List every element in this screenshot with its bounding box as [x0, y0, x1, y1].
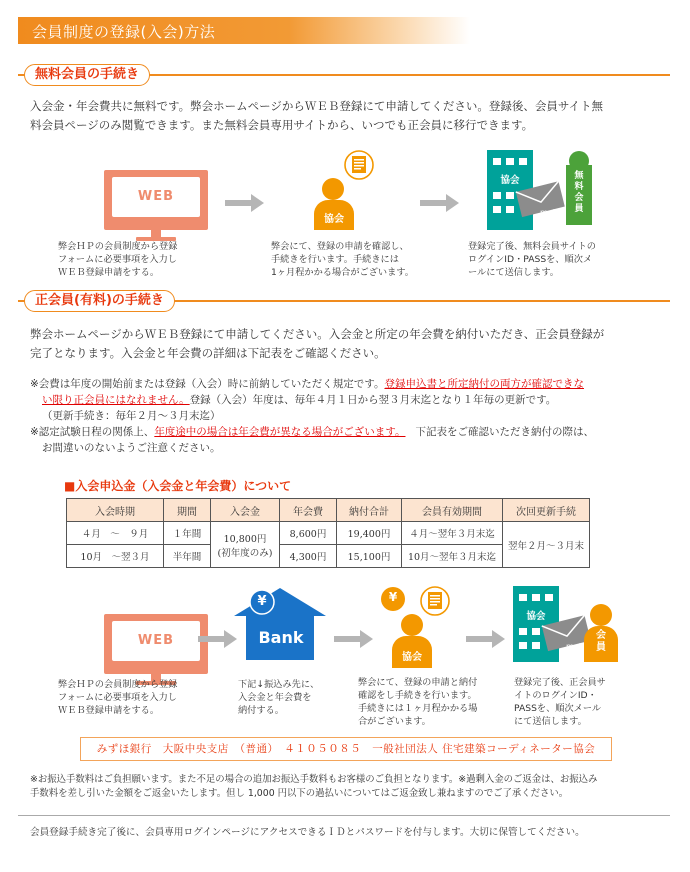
caption-line: 1ヶ月程かかる場合がございます。: [271, 267, 414, 278]
building-label-1: 協: [500, 175, 510, 186]
caption-line: 弊会にて、登録の申請を確認し、: [271, 241, 409, 252]
paid-section-title: 正会員(有料)の手続き: [24, 290, 175, 312]
caption-line: 入会金と年会費を: [238, 692, 312, 703]
caption-line: 登録完了後、正会員サ: [514, 677, 606, 688]
association-staff-icon: [312, 150, 382, 230]
arrow-right-icon: [466, 628, 506, 650]
transfer-fee-note-line-2: 手数料を差し引いた金額をご返金いたします。但し 1,000 円以下の過払いについてはご返金致し兼ねますのでご了承ください。: [30, 788, 569, 799]
association-staff-icon: [380, 586, 460, 668]
free-description: [30, 97, 670, 135]
caption-line: フォームに必要事項を入力し: [58, 254, 177, 265]
table-cell: ４月 ～ ９月: [67, 522, 164, 545]
fee-notes: [30, 376, 670, 456]
member-label-2: 員: [596, 642, 606, 653]
arrow-right-icon: [420, 192, 460, 214]
free-step-1-caption: [58, 240, 218, 279]
caption-line: 確認をし手続きを行います。: [358, 690, 477, 701]
table-header: 入会時期: [67, 499, 164, 522]
note-warning: 年度途中の場合は年会費が異なる場合がございます。: [154, 426, 406, 438]
table-cell: 19,400円: [337, 522, 402, 545]
bank-account-info: みずほ銀行 大阪中央支店 （普通） ４１０５０８５ 一般社団法人 住宅建築コーディネーター協会: [80, 737, 612, 761]
paid-section-header: [18, 290, 670, 312]
free-step-3-caption: [468, 240, 628, 279]
member-label-1: 会: [596, 630, 606, 641]
transfer-fee-note-line-1: ※お振込手数料はご負担願います。また不足の場合の追加お振込手数料もお客様のご負担となります。※過剰入金のご返金は、お振込み: [30, 774, 598, 785]
mail-label: mail: [566, 642, 584, 651]
table-cell-renewal: 翌年２月～３月末: [503, 522, 590, 568]
note-warning: い限り正会員にはなれません。: [42, 394, 190, 406]
transfer-fee-note: [30, 773, 675, 801]
fee-table-title: ■入会申込金（入会金と年会費）について: [64, 479, 292, 493]
paid-member-label: [584, 630, 618, 654]
table-cell: １年間: [164, 522, 211, 545]
caption-line: 手続きには１ヶ月程かかる場: [358, 703, 478, 714]
free-member-icon: [566, 165, 592, 225]
caption-line: にて送信します。: [514, 716, 587, 727]
table-cell: 10月 ～翌３月: [67, 545, 164, 568]
table-header: 次回更新手続: [503, 499, 590, 522]
note-1-line-3: （更新手続き：毎年２月～３月末迄）: [42, 410, 221, 422]
table-header: 年会費: [280, 499, 337, 522]
member-head-icon: [590, 604, 612, 626]
note-1-line-1: [30, 376, 670, 392]
note-warning: 登録申込書と所定納付の両方が確認できな: [384, 378, 584, 390]
table-cell: 15,100円: [337, 545, 402, 568]
free-section-title: 無料会員の手続き: [24, 64, 150, 86]
caption-line: ールにて送信します。: [468, 267, 559, 278]
building-label-2: 会: [536, 611, 546, 622]
yen-symbol: ¥: [257, 594, 267, 609]
table-cell: 10月～翌年３月末迄: [402, 545, 503, 568]
free-description-line-2: 料会員ページのみ閲覧できます。また無料会員専用サイトから、いつでも正会員に移行できます。: [30, 118, 534, 132]
table-header: 期間: [164, 499, 211, 522]
note-text: 下記表をご確認いただき納付の際は、: [415, 426, 594, 438]
table-cell: 半年間: [164, 545, 211, 568]
footer-divider: [18, 815, 670, 816]
document-bubble-icon: [418, 586, 452, 618]
table-header: 入会金: [211, 499, 280, 522]
bank-label: Bank: [258, 628, 304, 647]
paid-step-1-caption: [58, 678, 218, 717]
caption-line: PASSを、順次メール: [514, 703, 602, 714]
kyokai-label: 協会: [324, 214, 344, 225]
member-label-4: 員: [574, 204, 584, 214]
web-monitor-icon: [104, 170, 208, 230]
caption-line: 弊会にて、登録の申請と納付: [358, 677, 478, 688]
arrow-right-icon: [198, 628, 238, 650]
caption-line: 弊会ＨＰの会員制度から登録: [58, 241, 178, 252]
caption-line: 納付する。: [238, 705, 284, 716]
paid-step-2-caption: [238, 678, 348, 717]
web-label: WEB: [137, 633, 175, 648]
bank-house-icon: [234, 588, 326, 660]
caption-line: ログインID・PASSを、順次メ: [468, 254, 593, 265]
table-row: [67, 522, 590, 545]
note-text: ※会費は年度の開始前または登録（入会）時に前納していただく規定です。: [30, 378, 385, 390]
caption-line: イトのログインID・: [514, 690, 597, 701]
arrow-right-icon: [334, 628, 374, 650]
paid-description: [30, 325, 670, 363]
paid-description-line-2: 完了となります。入会金と年会費の詳細は下記表をご確認ください。: [30, 346, 386, 360]
yen-symbol: ¥: [388, 590, 398, 604]
table-cell: 4,300円: [280, 545, 337, 568]
caption-line: フォームに必要事項を入力し: [58, 692, 177, 703]
paid-step-4-caption: [514, 676, 634, 728]
table-cell: 8,600円: [280, 522, 337, 545]
mail-label: mail: [540, 208, 558, 217]
entry-fee-note: (初年度のみ): [217, 547, 273, 559]
caption-line: ＷＥＢ登録申請をする。: [58, 267, 160, 278]
note-1-line-2: [30, 392, 670, 408]
free-member-label: [566, 171, 592, 215]
web-label: WEB: [137, 189, 175, 204]
free-description-line-1: 入会金・年会費共に無料です。弊会ホームページからＷＥＢ登録にて申請してください。登録後、会員サイト無: [30, 99, 604, 113]
free-step-2-caption: [271, 240, 441, 279]
caption-line: ＷＥＢ登録申請をする。: [58, 705, 160, 716]
paid-description-line-1: 弊会ホームページからＷＥＢ登録にて申請してください。入会金と所定の年会費を納付いただき、正会員登録が: [30, 327, 605, 341]
fee-table: [66, 498, 590, 568]
caption-line: 登録完了後、無料会員サイトの: [468, 241, 596, 252]
note-text: 登録（入会）年度は、毎年４月１日から翌３月末迄となり１年毎の更新です。: [189, 394, 557, 406]
building-label-1: 協: [526, 611, 536, 622]
table-header: 納付合計: [337, 499, 402, 522]
member-label-2: 料: [574, 182, 584, 192]
arrow-right-icon: [225, 192, 265, 214]
page-header-bar: [18, 17, 470, 44]
document-bubble-icon: [342, 150, 376, 182]
note-2-line-1: [30, 424, 670, 440]
member-label-1: 無: [574, 171, 584, 181]
caption-line: 手続きを行います。手続きには: [271, 254, 399, 265]
note-2-line-2: お間違いのないようご注意ください。: [42, 442, 221, 454]
table-header: 会員有効期間: [402, 499, 503, 522]
page-title: 会員制度の登録(入会)方法: [32, 23, 216, 41]
footer-note: 会員登録手続き完了後に、会員専用ログインページにアクセスできるＩＤとパスワードを付与します。大切に保管してください。: [30, 827, 585, 838]
caption-line: 弊会ＨＰの会員制度から登録: [58, 679, 178, 690]
member-label-3: 会: [574, 193, 584, 203]
building-label-2: 会: [510, 175, 520, 186]
caption-line: 合がございます。: [358, 716, 431, 727]
web-monitor-icon: [104, 614, 208, 674]
table-cell: ４月～翌年３月末迄: [402, 522, 503, 545]
kyokai-label: 協会: [402, 652, 422, 663]
caption-line: 下記↓振込み先に、: [238, 679, 320, 690]
table-header-row: [67, 499, 590, 522]
table-cell-entry-fee: [211, 522, 280, 568]
free-section-header: [18, 64, 670, 86]
paid-step-3-caption: [358, 676, 498, 728]
entry-fee: 10,800円: [223, 533, 267, 545]
note-text: ※認定試験日程の関係上、: [30, 426, 155, 438]
paid-member-icon: [584, 626, 618, 662]
